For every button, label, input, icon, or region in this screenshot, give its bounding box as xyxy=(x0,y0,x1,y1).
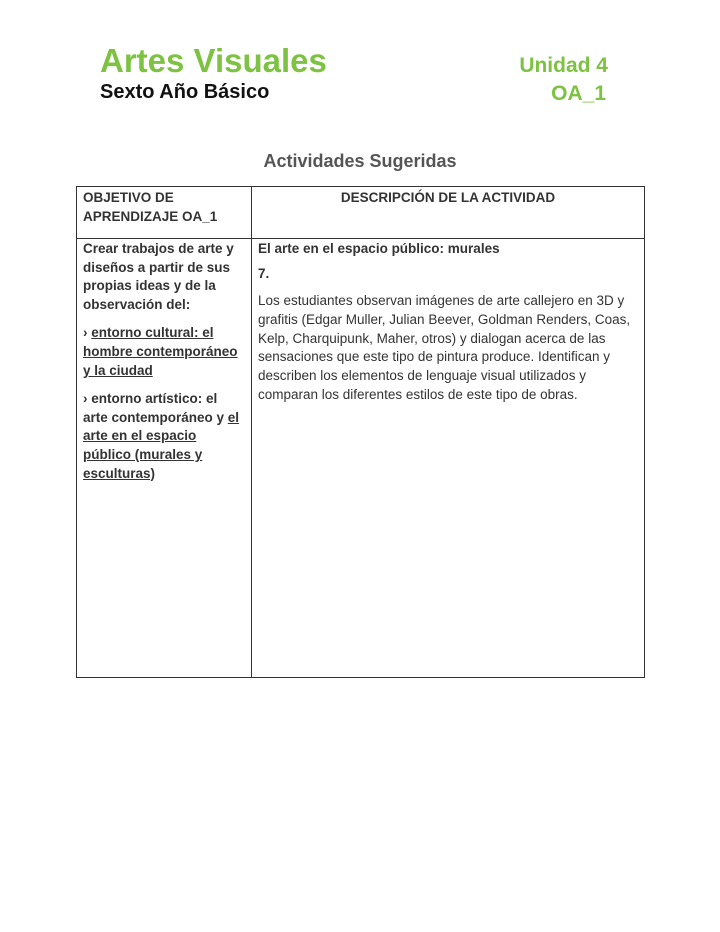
objective-item-cultural-prefix: › xyxy=(83,325,92,341)
table-row xyxy=(77,239,645,678)
activity-title: El arte en el espacio público: murales xyxy=(258,241,500,256)
unit-label: Unidad 4 xyxy=(519,54,608,77)
activity-table xyxy=(76,186,645,678)
objective-header: OBJETIVO DE APRENDIZAJE OA_1 xyxy=(77,187,252,239)
grade-level: Sexto Año Básico xyxy=(100,81,270,103)
section-title: Actividades Sugeridas xyxy=(263,151,457,171)
objective-item-artistic-text: el arte en el espacio público (murales y esculturas) xyxy=(83,409,240,481)
objective-item-artistic xyxy=(83,390,245,483)
activity-cell xyxy=(252,239,645,678)
objective-intro: Crear trabajos de arte y diseños a partir de sus propias ideas y de la observación del: xyxy=(83,241,234,312)
page-header xyxy=(100,40,608,110)
objective-item-artistic-prefix: › entorno artístico: el arte contemporáneo y xyxy=(83,391,228,425)
table-header-row xyxy=(77,187,645,239)
oa-code: OA_1 xyxy=(551,82,606,105)
objective-item-cultural-text: entorno cultural: el hombre contemporáneo y la ciudad xyxy=(83,325,238,378)
objective-item-cultural xyxy=(83,324,245,380)
activity-description: Los estudiantes observan imágenes de arte callejero en 3D y grafitis (Edgar Muller, Julian Beever, Goldman Renders, Coas, Kelp, Charquipunk, Maher, otros) y dialogan acerca de las sensaciones que este tipo de pintura produce. Identifican y describen los elementos de lenguaje visual utilizados y comparan los diferentes estilos de este tipo de obras. xyxy=(258,293,631,402)
subject-title: Artes Visuales xyxy=(100,42,327,79)
objective-cell xyxy=(77,239,252,678)
activity-number: 7. xyxy=(258,266,270,281)
description-header: DESCRIPCIÓN DE LA ACTIVIDAD xyxy=(252,187,645,239)
